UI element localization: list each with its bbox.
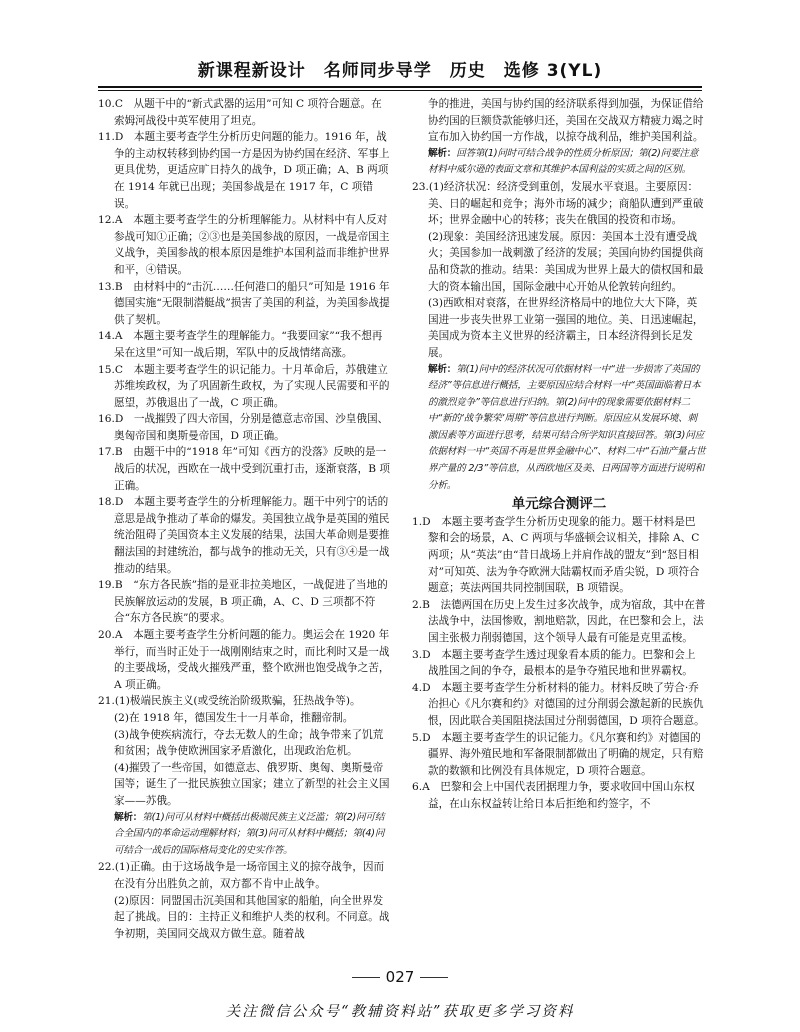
- answer-item: 1.D 本题主要考查学生分析历史现象的能力。题干材料是巴黎和会的场景，A、C 两项与华盛顿会议相关，排除 A、C 两项；从“英法”由“昔日战场上并肩作战的盟友”到“怒目相对”可知英、法为争夺欧洲大陆霸权而矛盾尖锐，D 项符合题意；英法两国共同控制国联，B 项错误。: [412, 515, 700, 595]
- analysis-text: 第(1)问可从材料中概括出极端民族主义泛滥；第(2)问可结合全国内的革命运动理解材料；第(3)问可从材料中概括；第(4)问可结合一战后的国际格局变化的史实作答。: [114, 811, 385, 856]
- analysis-label: 解析：: [428, 147, 457, 159]
- page-number-dash-left: [352, 977, 380, 978]
- answer-item: 19.B “东方各民族”指的是亚非拉美地区，一战促进了当地的民族解放运动的发展，B 项正确，A、C、D 三项都不符合“东方各民族”的要求。: [98, 579, 388, 625]
- answer-item: 11.D 本题主要考查学生分析历史问题的能力。1916 年，战争的主动权转移到协约国一方是因为协约国在经济、军事上更具优势，更适应旷日持久的战争，D 项正确；A、B 两项在 1914 年就已出现；美国参战是在 1917 年，C 项错误。: [98, 131, 390, 210]
- page-header: 新课程新设计 名师同步导学 历史 选修 3(YL): [197, 61, 603, 81]
- page-number-text: 027: [385, 968, 415, 986]
- answer-item: 10.C 从题干中的“新式武器的运用”可知 C 项符合题意。在索姆河战役中英军使用了坦克。: [98, 98, 382, 127]
- answer-item: 16.D 一战摧毁了四大帝国，分别是德意志帝国、沙皇俄国、奥匈帝国和奥斯曼帝国，D 项正确。: [98, 413, 389, 442]
- answer-item: 15.C 本题主要考查学生的识记能力。十月革命后，苏俄建立苏维埃政权，为了巩固新生政权，为了实现人民需要和平的愿望，苏俄退出了一战，C 项正确。: [98, 363, 390, 409]
- header-rule: [98, 86, 702, 88]
- answer-item: 12.A 本题主要考查学生的分析理解能力。从材料中有人反对参战可知①正确；②③也是美国参战的原因，一战是帝国主义战争，美国参战的根本原因是维护本国利益而非维护世界和平，④错误。: [98, 214, 390, 276]
- answer-item: 3.D 本题主要考查学生透过现象看本质的能力。巴黎和会上战胜国之间的争夺，最根本的是争夺殖民地和世界霸权。: [412, 648, 696, 678]
- answer-subparagraph: (2)现象：美国经济迅速发展。原因：美国本土没有遭受战火；美国参加一战刺激了经济的发展；美国向协约国提供商品和贷款的推动。结果：美国成为世界上最大的债权国和最大的资本输出国，国际金融中心开始从伦敦转向纽约。: [428, 230, 704, 293]
- answer-item: 4.D 本题主要考查学生分析材料的能力。材料反映了劳合·乔治担心《凡尔赛和约》对德国的过分削弱会激起新的民族仇恨，因此联合美国阻挠法国过分削弱德国，D 项符合题意。: [412, 681, 705, 727]
- answer-subparagraph: (3)战争使疾病流行，夺去无数人的生命；战争带来了饥荒和贫困；战争使欧洲国家矛盾激化，出现政治危机。: [114, 728, 384, 758]
- answer-item: 23.(1)经济状况：经济受到重创，发展水平衰退。主要原因：美、日的崛起和竞争；海外市场的减少；商船队遭到严重破坏；世界金融中心的转移；丧失在俄国的投资和市场。: [412, 180, 704, 227]
- analysis-text: 第(1)问中的经济状况可依据材料一中“进一步损害了英国的经济”等信息进行概括，主要原因应结合材料一中“英国面临着日本的激烈竞争”等信息进行归纳。第(2)问中的现象需要依据材料二中“新的‘战争繁荣’周期”等信息进行判断。原因应从发展环境、刺激因素等方面进行思考，结果可结合所学知识直接回答。第(3)问应依据材料一中“英国不再是世界金融中心”、材料二中“石油产量占世界产量的 2/3”等信息，从西欧地区及美、日两国等方面进行说明和分析。: [428, 363, 706, 491]
- right-column: [412, 96, 706, 813]
- analysis-label: 解析：: [114, 811, 143, 823]
- answer-subparagraph: (2)原因：同盟国击沉美国和其他国家的船舶，向全世界发起了挑战。目的：主持正义和维护人类的权利。不同意。战争初期，美国同交战双方做生意。随着战: [114, 894, 390, 940]
- answer-item: 13.B 由材料中的“击沉……任何港口的船只”可知是 1916 年德国实施“无限制潜艇战”损害了美国的利益，为美国参战提供了契机。: [98, 280, 390, 326]
- analysis-paragraph: [98, 810, 392, 860]
- answer-item: 21.(1)极端民族主义(或受统治阶级欺骗，狂热战争等)。: [98, 695, 361, 708]
- answer-subparagraph: (4)摧毁了一些帝国，如德意志、俄罗斯、奥匈、奥斯曼帝国等；诞生了一批民族独立国家；建立了新型的社会主义国家——苏俄。: [114, 761, 390, 807]
- analysis-paragraph: [412, 146, 706, 179]
- answer-subparagraph: 争的推进，美国与协约国的经济联系得到加强，为保证借给协约国的巨额贷款能够归还，美国在交战双方精疲力竭之时宣布加入协约国一方作战，以掠夺战利品，维护美国利益。: [428, 98, 704, 144]
- answer-subparagraph: (3)西欧相对衰落，在世界经济格局中的地位大大下降，英国进一步丧失世界工业第一强国的地位。美、日迅速崛起，美国成为资本主义世界的经济霸主，日本经济得到长足发展。: [428, 297, 704, 359]
- answer-subparagraph: (2)在 1918 年，德国发生十一月革命，推翻帝制。: [114, 711, 354, 724]
- analysis-text: 回答第(1)问时可结合战争的性质分析原因；第(2)问要注意材料中威尔逊的表面文章和其维护本国利益的实质之间的区别。: [428, 147, 699, 176]
- answer-item: 20.A 本题主要考查学生分析问题的能力。奥运会在 1920 年举行，而当时正处于一战刚刚结束之时，而比利时又是一战的主要战场，受战火摧残严重，整个欧洲也饱受战争之苦，A 项正确。: [98, 629, 390, 691]
- header-rule-thin: [98, 90, 702, 91]
- answer-item: 22.(1)正确。由于这场战争是一场帝国主义的掠夺战争，因而在没有分出胜负之前，双方都不肯中止战争。: [98, 861, 385, 890]
- section-title: 单元综合测评二: [511, 496, 607, 513]
- answer-item: 2.B 法德两国在历史上发生过多次战争，成为宿敌，其中在普法战争中，法国惨败，割地赔款，因此，在巴黎和会上，法国主张极力削弱德国，这个领导人最有可能是克里孟梭。: [412, 598, 706, 644]
- answer-item: 17.B 由题干中的“1918 年”可知《西方的没落》反映的是一战后的状况，西欧在一战中受到沉重打击，逐渐衰落，B 项正确。: [98, 446, 390, 492]
- analysis-label: 解析：: [428, 363, 457, 375]
- answer-item: 18.D 本题主要考查学生的分析理解能力。题干中列宁的话的意思是战争推动了革命的爆发。美国独立战争是英国的殖民统治阻碍了美国资本主义发展的结果，法国大革命则是要推翻法国的封建统治，都与战争的推动无关，只有③④是一战推动的结果。: [98, 496, 390, 575]
- answer-item: 6.A 巴黎和会上中国代表团据理力争，要求收回中国山东权益，在山东权益转让给日本后拒绝和约签字，不: [412, 781, 695, 810]
- analysis-paragraph: [412, 362, 706, 495]
- page-number: [0, 968, 800, 986]
- left-column: [98, 96, 392, 942]
- answer-item: 14.A 本题主要考查学生的理解能力。“我要回家”“我不想再呆在这里”可知一战后期，军队中的反战情绪高涨。: [98, 330, 383, 359]
- answer-item: 5.D 本题主要考查学生的识记能力。《凡尔赛和约》对德国的疆界、海外殖民地和军备限制都做出了明确的规定，只有赔款的数额和比例没有具体规定，D 项符合题意。: [412, 731, 704, 777]
- page-number-dash-right: [420, 977, 448, 978]
- footer-note: 关注微信公众号“教辅资料站”获取更多学习资料: [225, 1004, 575, 1020]
